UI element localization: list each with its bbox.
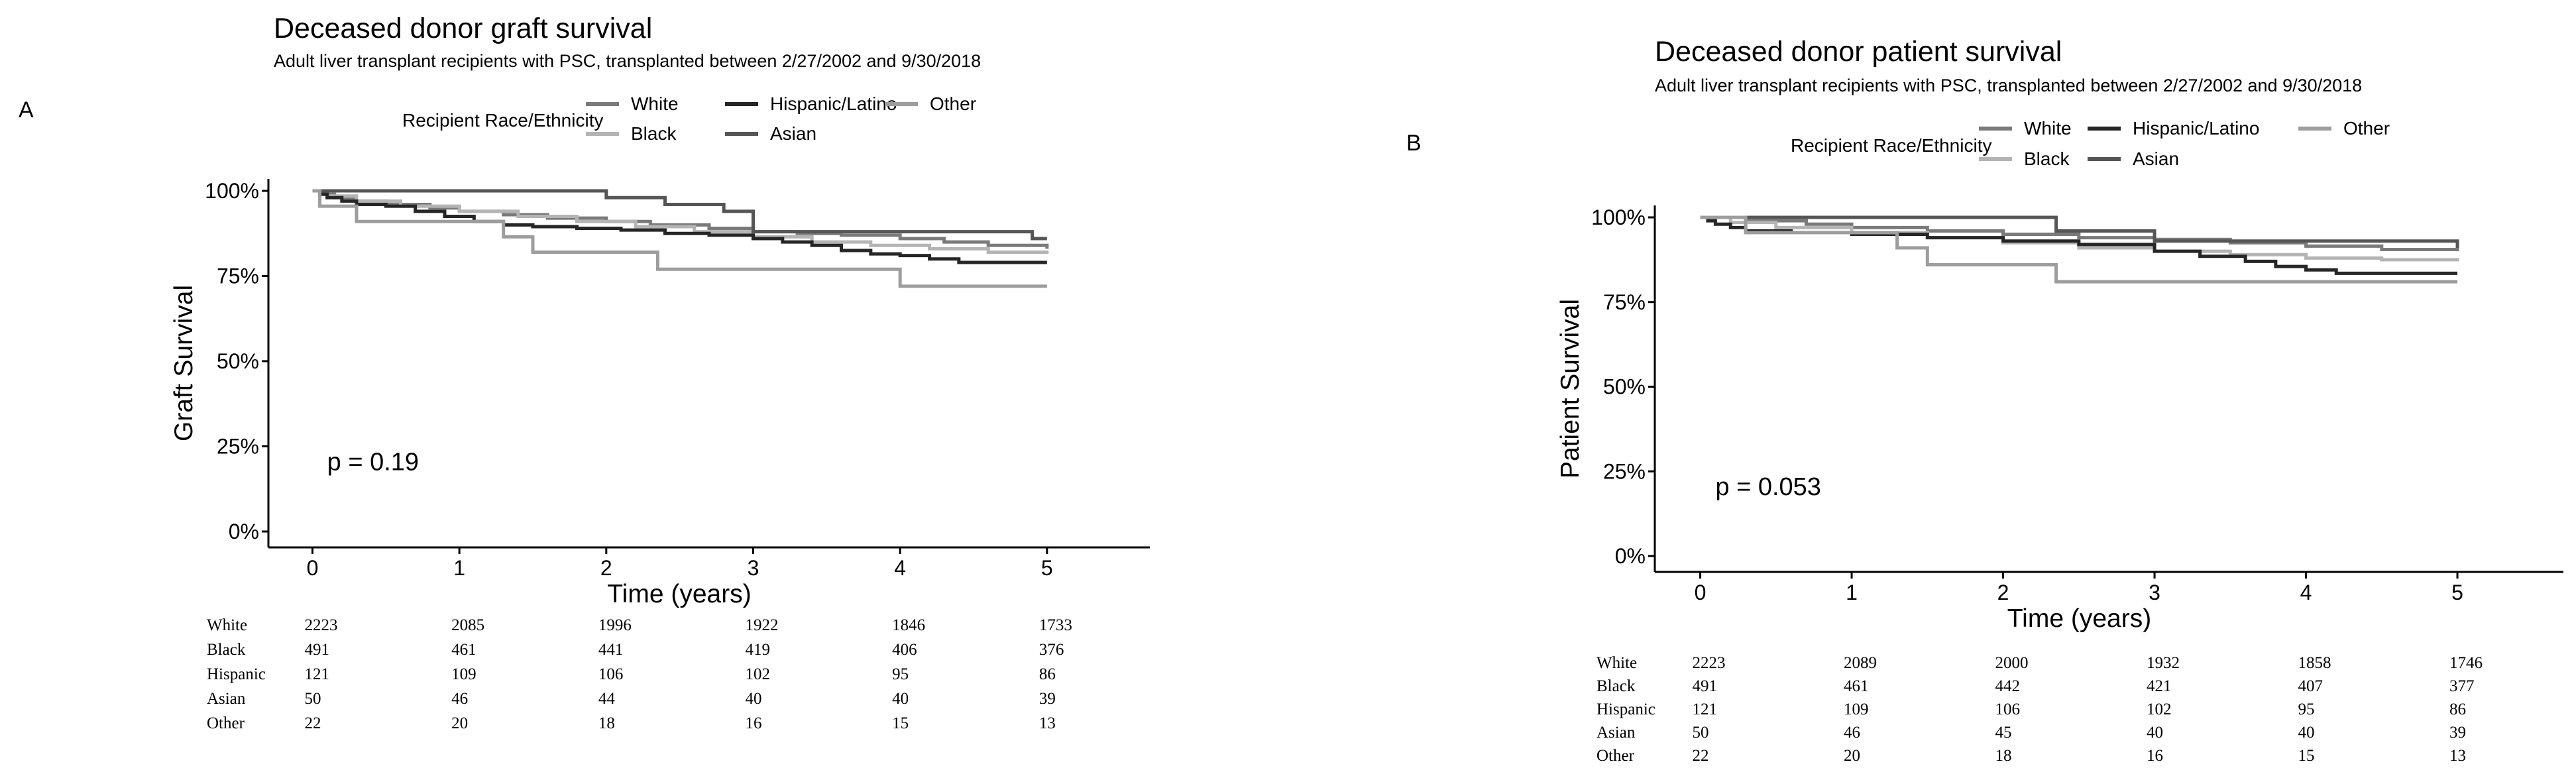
risk-cell: 18 [1995, 747, 2012, 765]
survival-curve-asian [313, 191, 1047, 239]
risk-cell: 491 [304, 641, 329, 659]
risk-cell: 95 [892, 665, 909, 683]
risk-cell: 13 [1038, 714, 1056, 732]
x-tick-label: 4 [894, 556, 907, 580]
risk-cell: 2085 [451, 616, 485, 634]
risk-cell: 106 [1995, 700, 2021, 718]
legend-label: Other [930, 93, 977, 114]
risk-cell: 45 [1995, 724, 2012, 742]
risk-cell: 2000 [1995, 654, 2029, 672]
risk-cell: 40 [2147, 724, 2164, 742]
risk-cell: 2223 [304, 616, 338, 634]
chart-subtitle: Adult liver transplant recipients with PSC, transplanted between 2/27/2002 and 9/30/2018 [1655, 76, 2363, 95]
risk-cell: 44 [598, 690, 615, 708]
risk-cell: 1733 [1038, 616, 1072, 634]
risk-cell: 40 [2298, 724, 2315, 742]
risk-cell: 39 [2449, 724, 2467, 742]
chart-title: Deceased donor patient survival [1655, 36, 2062, 68]
x-tick-label: 1 [453, 556, 466, 580]
risk-row-label: Other [1596, 747, 1634, 765]
risk-cell: 1858 [2298, 654, 2331, 672]
x-tick-label: 2 [600, 556, 612, 580]
x-tick-label: 2 [1997, 581, 2009, 604]
x-tick-label: 4 [2300, 581, 2312, 604]
risk-cell: 407 [2298, 677, 2324, 695]
risk-cell: 102 [745, 665, 770, 683]
y-tick-label: 50% [216, 349, 259, 373]
risk-cell: 46 [451, 690, 469, 708]
risk-cell: 2089 [1844, 654, 1877, 672]
y-tick-label: 25% [1602, 459, 1646, 484]
x-axis-label: Time (years) [2007, 604, 2152, 633]
legend-label: Hispanic/Latino [2133, 118, 2260, 139]
risk-row-label: Hispanic [1596, 700, 1655, 718]
risk-cell: 16 [745, 714, 762, 732]
risk-cell: 86 [1038, 665, 1056, 683]
risk-cell: 40 [745, 690, 762, 708]
risk-cell: 46 [1844, 724, 1861, 742]
risk-cell: 86 [2449, 700, 2467, 718]
risk-cell: 461 [1844, 677, 1869, 695]
risk-cell: 376 [1038, 641, 1064, 659]
y-tick-label: 50% [1602, 374, 1646, 399]
x-axis-label: Time (years) [607, 580, 752, 608]
risk-cell: 121 [1692, 700, 1718, 718]
risk-cell: 421 [2147, 677, 2172, 695]
risk-cell: 13 [2449, 747, 2467, 765]
x-tick-label: 1 [1846, 581, 1858, 604]
risk-cell: 1922 [745, 616, 779, 634]
risk-row-label: Asian [207, 690, 246, 708]
x-tick-label: 3 [2149, 581, 2160, 604]
risk-cell: 16 [2147, 747, 2164, 765]
risk-cell: 2223 [1692, 654, 1726, 672]
risk-row-label: White [1596, 654, 1638, 672]
risk-row-label: White [207, 616, 248, 634]
p-value-annotation: p = 0.19 [327, 448, 420, 476]
risk-cell: 406 [892, 641, 917, 659]
chart-title: Deceased donor graft survival [274, 13, 653, 44]
risk-row-label: Asian [1596, 724, 1636, 742]
y-tick-label: 75% [1602, 290, 1646, 314]
legend-label: Asian [770, 123, 817, 144]
risk-cell: 377 [2449, 677, 2475, 695]
legend-label: White [631, 93, 679, 114]
chart-panel-a [19, 13, 1150, 732]
risk-cell: 109 [1844, 700, 1869, 718]
risk-row-label: Black [207, 641, 246, 659]
risk-table [1596, 654, 2483, 765]
risk-cell: 40 [892, 690, 909, 708]
risk-cell: 461 [451, 641, 476, 659]
risk-cell: 15 [2298, 747, 2315, 765]
x-tick-label: 0 [1694, 581, 1707, 604]
risk-cell: 442 [1995, 677, 2021, 695]
y-axis-label: Patient Survival [1556, 299, 1585, 478]
legend-label: Asian [2133, 148, 2180, 169]
legend [402, 93, 976, 144]
risk-cell: 419 [745, 641, 770, 659]
risk-cell: 20 [451, 714, 469, 732]
legend-title: Recipient Race/Ethnicity [402, 110, 604, 131]
x-tick-label: 3 [747, 556, 759, 580]
chart-panel-b [1406, 36, 2563, 765]
risk-cell: 121 [304, 665, 329, 683]
risk-cell: 39 [1038, 690, 1056, 708]
x-tick-label: 5 [1040, 556, 1053, 580]
risk-table [207, 616, 1072, 732]
p-value-annotation: p = 0.053 [1715, 473, 1821, 502]
legend-label: Hispanic/Latino [770, 93, 897, 114]
risk-row-label: Black [1596, 677, 1636, 695]
legend [1791, 118, 2390, 169]
risk-cell: 1746 [2449, 654, 2483, 672]
risk-row-label: Other [207, 714, 245, 732]
panel-letter: B [1406, 131, 1422, 156]
risk-cell: 1846 [892, 616, 926, 634]
survival-curve-white [313, 191, 1047, 249]
legend-label: White [2024, 118, 2072, 139]
risk-cell: 18 [598, 714, 615, 732]
x-tick-label: 0 [306, 556, 319, 580]
risk-cell: 95 [2298, 700, 2315, 718]
y-tick-label: 0% [228, 520, 259, 543]
risk-cell: 20 [1844, 747, 1861, 765]
y-tick-label: 0% [1614, 544, 1646, 568]
y-tick-label: 100% [205, 179, 259, 203]
legend-label: Other [2343, 118, 2390, 139]
risk-cell: 50 [1692, 724, 1709, 742]
risk-cell: 441 [598, 641, 624, 659]
y-tick-label: 25% [216, 434, 259, 459]
risk-cell: 1996 [598, 616, 632, 634]
y-tick-label: 100% [1591, 205, 1646, 229]
risk-row-label: Hispanic [207, 665, 266, 683]
x-tick-label: 5 [2451, 581, 2463, 604]
risk-cell: 102 [2147, 700, 2172, 718]
risk-cell: 491 [1692, 677, 1718, 695]
chart-subtitle: Adult liver transplant recipients with PSC, transplanted between 2/27/2002 and 9/30/2018 [274, 51, 981, 71]
risk-cell: 106 [598, 665, 624, 683]
risk-cell: 22 [304, 714, 321, 732]
legend-label: Black [2024, 148, 2070, 169]
y-tick-label: 75% [216, 264, 259, 288]
risk-cell: 15 [892, 714, 909, 732]
legend-label: Black [631, 123, 677, 144]
risk-cell: 50 [304, 690, 321, 708]
risk-cell: 1932 [2147, 654, 2180, 672]
risk-cell: 109 [451, 665, 476, 683]
legend-title: Recipient Race/Ethnicity [1791, 135, 1992, 156]
panel-letter: A [19, 97, 34, 123]
y-axis-label: Graft Survival [170, 284, 198, 442]
risk-cell: 22 [1692, 747, 1709, 765]
